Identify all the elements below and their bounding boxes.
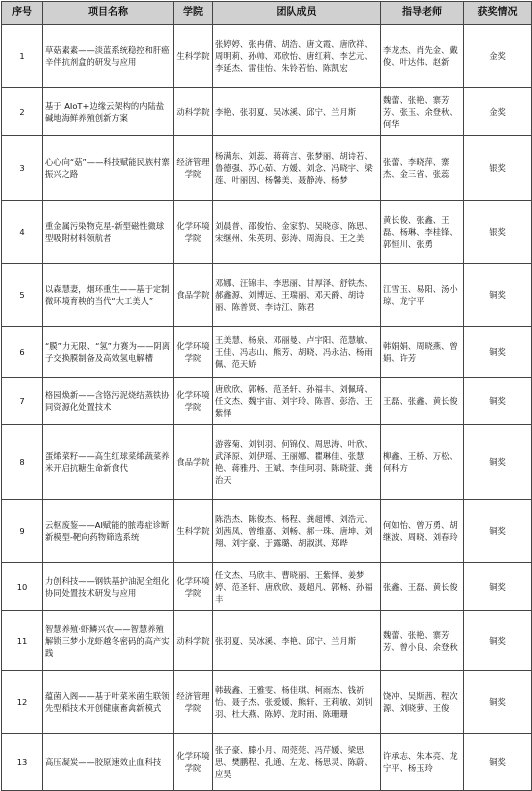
cell-award: 银奖 — [464, 201, 532, 264]
cell-members: 张子豪、滕小月、周莞莞、冯芹媛、梁思思、樊鹏程、孔通、左龙、杨思灵、陈蔚、应昊 — [213, 734, 381, 791]
cell-award: 铜奖 — [464, 425, 532, 500]
cell-project: 力创科技——钢铁基护油泥全组化协同处置技术研发与应用 — [43, 563, 174, 611]
table-row — [2, 378, 532, 425]
cell-no: 12 — [2, 671, 43, 734]
cell-school: 化学环境学院 — [174, 201, 213, 264]
cell-members: 杨满东、刘蕊、蒋蒋言、张梦丽、胡诗若、鲁德强、苏心茹、方媛、刘念、冯晓宇、梁莲、叶丽因、杨馨美、聂静涛、杨梦 — [213, 136, 381, 201]
cell-no: 2 — [2, 88, 43, 136]
cell-no: 5 — [2, 264, 43, 327]
cell-school: 化学环境学院 — [174, 563, 213, 611]
table-header-row — [2, 2, 532, 25]
cell-award: 铜奖 — [464, 378, 532, 425]
table-row — [2, 327, 532, 378]
cell-school: 生科学院 — [174, 500, 213, 563]
cell-advisors: 柳鑫、王桥、万松、何科方 — [381, 425, 464, 500]
cell-no: 1 — [2, 25, 43, 88]
cell-award: 铜奖 — [464, 611, 532, 671]
header-award: 获奖情况 — [464, 2, 532, 25]
cell-advisors: 何如怡、曾万勇、胡继波、周晓、刘春玲 — [381, 500, 464, 563]
cell-no: 10 — [2, 563, 43, 611]
table-row — [2, 264, 532, 327]
cell-members: 邓娜、汪锦丰、李思丽、甘厚泽、舒铁杰、郝鑫源、刘博远、王瑞丽、邓天爵、胡诗丽、陈普贤、李诗江、陈君 — [213, 264, 381, 327]
cell-project: 智慧养殖·虾鳞兴农——智慧养殖解锁三梦小龙虾越冬密码的高产实践 — [43, 611, 174, 671]
cell-members: 刘晨普、邵俊怡、金家豹、吴晓彦、陈思、宋继州、朱英玥、彭涛、周海良、王之美 — [213, 201, 381, 264]
cell-school: 化学环境学院 — [174, 734, 213, 791]
cell-project: “膜”力无限、“氢”力赛为——阴离子交换膜制备及高效氢电解槽 — [43, 327, 174, 378]
cell-award: 铜奖 — [464, 500, 532, 563]
cell-members: 游蓉菊、刘钊羽、何锦仪、周思涛、叶欣、武泽原、刘伊瑶、王丽娜、瞿琳佳、张慧艳、蒋雅丹、王斌、李佳珂羽、陈晓萱、龚治天 — [213, 425, 381, 500]
cell-no: 6 — [2, 327, 43, 378]
cell-project: 重金属污染物克星-新型磁性微球型吸附材料领航者 — [43, 201, 174, 264]
cell-members: 张婷婷、张冉倩、胡浩、唐文霞、唐欣祥、周明莉、孙帅、邓欣怡、唐红莉、李艺元、李延杰、雷佳怡、朱铃若怡、陈凯宏 — [213, 25, 381, 88]
cell-school: 经济管理学院 — [174, 671, 213, 734]
cell-no: 13 — [2, 734, 43, 791]
cell-members: 王美慧、杨泉、邓丽曼、卢宇阳、范慧敏、王佳、冯志山、熊芳、胡晓、冯永洁、杨雨佩、范天娇 — [213, 327, 381, 378]
cell-project: 蕴菌入阁——基于叶菜米菌生联领先型稻技术开创健康畜禽新模式 — [43, 671, 174, 734]
cell-school: 化学环境学院 — [174, 378, 213, 425]
cell-award: 铜奖 — [464, 671, 532, 734]
cell-award: 铜奖 — [464, 563, 532, 611]
cell-project: 以森慧妻，烟环重生——基于定制微环境育秧的当代“大工美人” — [43, 264, 174, 327]
cell-no: 4 — [2, 201, 43, 264]
cell-project: 格园焕新——含铬污泥烧结蒸铁协同资源化处置技术 — [43, 378, 174, 425]
cell-advisors: 黄长俊、张鑫、王磊、杨琳、李桂锋、郭恒川、张勇 — [381, 201, 464, 264]
cell-no: 3 — [2, 136, 43, 201]
cell-advisors: 魏蕾、张艳、寨芳芳、曾小良、余登秋 — [381, 611, 464, 671]
cell-advisors: 王磊、张鑫、黄长俊 — [381, 378, 464, 425]
table-row — [2, 500, 532, 563]
cell-school: 动科学院 — [174, 611, 213, 671]
cell-project: 草菇素素——淡蓝系统稳控和肝癌辛伴抗剂盒的研发与应用 — [43, 25, 174, 88]
cell-project: 高压凝炭——胶原速效止血科技 — [43, 734, 174, 791]
cell-members: 张羽夏、吴冰溪、李艳、邱宁、兰月斯 — [213, 611, 381, 671]
award-table — [1, 1, 532, 791]
cell-award: 铜奖 — [464, 327, 532, 378]
table-row — [2, 611, 532, 671]
cell-no: 9 — [2, 500, 43, 563]
header-no: 序号 — [2, 2, 43, 25]
cell-award: 铜奖 — [464, 734, 532, 791]
table-row — [2, 425, 532, 500]
cell-advisors: 李龙杰、肖先金、戴俊、叶达伟、赵新 — [381, 25, 464, 88]
table-row — [2, 201, 532, 264]
cell-members: 陈浩杰、陈俊杰、杨程、龚超博、刘浩元、刘茜凤、曾维嘉、刘畅、郝一珠、唐坤、刘翔、刘宇豪、于露璐、胡淑淇、郑晔 — [213, 500, 381, 563]
cell-advisors: 韩娟娟、周晓燕、曾娟、许芳 — [381, 327, 464, 378]
header-school: 学院 — [174, 2, 213, 25]
cell-school: 食品学院 — [174, 425, 213, 500]
cell-project: 基于 AIoT+边缘云架构的内陆盐碱地海鲜养殖创新方案 — [43, 88, 174, 136]
header-advisors: 指导老师 — [381, 2, 464, 25]
cell-project: 心心向“菇”——科技赋能民族村寨振兴之路 — [43, 136, 174, 201]
header-members: 团队成员 — [213, 2, 381, 25]
header-project: 项目名称 — [43, 2, 174, 25]
cell-school: 化学环境学院 — [174, 327, 213, 378]
table-row — [2, 25, 532, 88]
table-row — [2, 671, 532, 734]
cell-award: 金奖 — [464, 25, 532, 88]
cell-advisors: 江雪玉、易阳、汤小琼、龙宁平 — [381, 264, 464, 327]
cell-advisors: 魏蕾、张艳、寨芳芳、张玉、余登秋、何华 — [381, 88, 464, 136]
table-row — [2, 734, 532, 791]
cell-school: 食品学院 — [174, 264, 213, 327]
cell-advisors: 饶冲、吴斯茜、程次源、刘晓萝、王俊 — [381, 671, 464, 734]
cell-school: 经济管理学院 — [174, 136, 213, 201]
cell-award: 金奖 — [464, 88, 532, 136]
cell-no: 7 — [2, 378, 43, 425]
cell-advisors: 张鑫、王磊、黄长俊 — [381, 563, 464, 611]
cell-school: 生科学院 — [174, 25, 213, 88]
cell-project: 云枢废鉴——AI赋能的脓毒症诊断新模型-靶向药物筛选系统 — [43, 500, 174, 563]
table-row — [2, 88, 532, 136]
cell-advisors: 张蕾、李晓萍、寨杰、金三省、张蕊 — [381, 136, 464, 201]
cell-project: 蛋烯菜籽——高生红球菜烯蔬菜养米开启抗糖生命新食代 — [43, 425, 174, 500]
cell-no: 11 — [2, 611, 43, 671]
cell-members: 李艳、张羽夏、吴冰溪、邱宁、兰月斯 — [213, 88, 381, 136]
table-row — [2, 136, 532, 201]
cell-award: 银奖 — [464, 136, 532, 201]
cell-members: 任文杰、马欣丰、曹晓丽、王紫怿、姜梦婷、范圣轩、唐欣欣、聂超凡、郭畅、孙福丰 — [213, 563, 381, 611]
cell-members: 韩载鑫、王雅雯、杨佳琪、柯雨杰、钱祈怡、聂子杰、张爱媛、熊轩、王莉敏、刘钊羽、杜大燕、陈婷、龙时雨、陈珊珊 — [213, 671, 381, 734]
cell-award: 铜奖 — [464, 264, 532, 327]
cell-members: 唐欣欣、郭畅、范圣轩、孙福丰、刘佩琦、任文杰、魏宇宙、刘宇玲、陈晋、彭浩、王紫怿 — [213, 378, 381, 425]
cell-advisors: 许承志、朱本亮、龙宁平、杨玉玲 — [381, 734, 464, 791]
table-row — [2, 563, 532, 611]
cell-school: 动科学院 — [174, 88, 213, 136]
cell-no: 8 — [2, 425, 43, 500]
